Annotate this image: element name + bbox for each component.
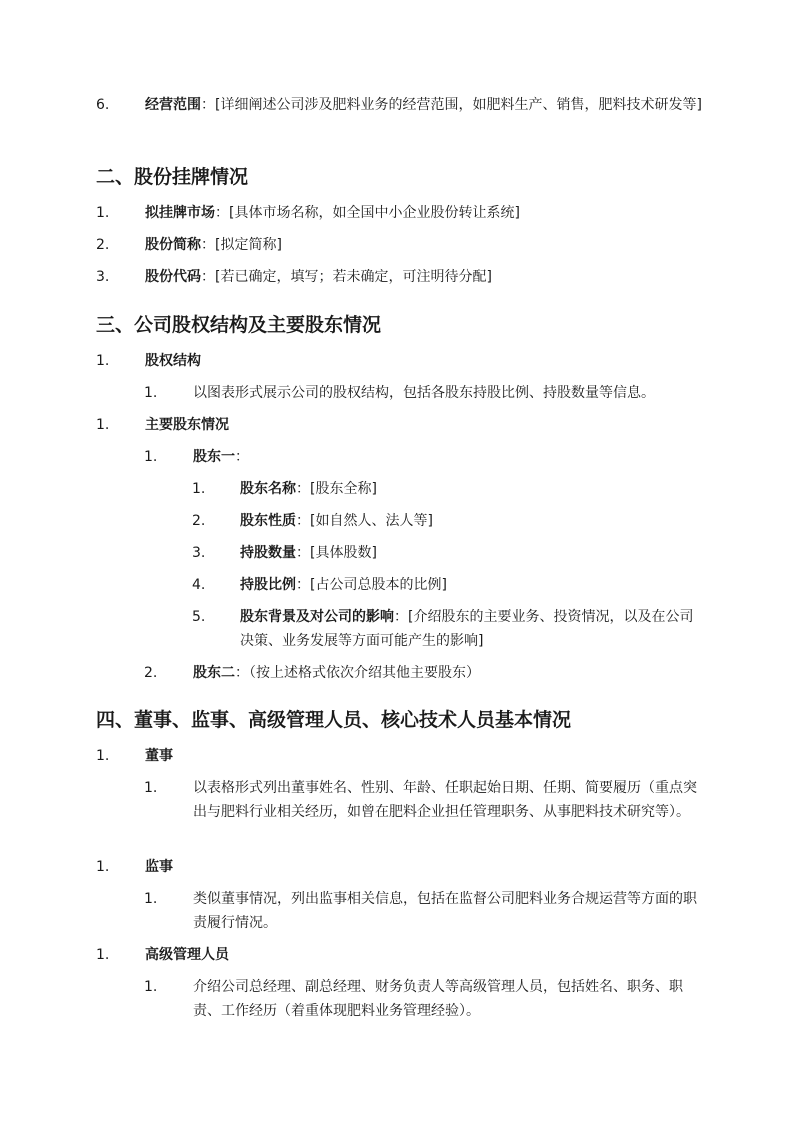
item-label: 主要股东情况 — [145, 417, 229, 433]
item-text: ：[拟定简称] — [201, 237, 282, 253]
list-number: 2. — [192, 513, 206, 529]
item-text: ：[具体市场名称，如全国中小企业股份转让系统] — [215, 205, 520, 221]
list-number: 1. — [96, 859, 110, 875]
item-text: ：（按上述格式依次介绍其他主要股东） — [235, 665, 480, 681]
list-number: 3. — [192, 545, 206, 561]
item-label: 股东二 — [193, 665, 235, 681]
item-label: 高级管理人员 — [145, 947, 229, 963]
list-number: 1. — [144, 385, 158, 401]
item-text: ：[若已确定，填写；若未确定，可注明待分配] — [201, 269, 492, 285]
item-text: 以图表形式展示公司的股权结构，包括各股东持股比例、持股数量等信息。 — [193, 385, 655, 401]
item-text: 以表格形式列出董事姓名、性别、年龄、任职起始日期、任期、简要履历（重点突出与肥料行业相关经历，如曾在肥料企业担任管理职务、从事肥料技术研究等）。 — [193, 780, 697, 820]
list-number: 4. — [192, 577, 206, 593]
item-text: ：[占公司总股本的比例] — [296, 577, 447, 593]
item-label: 股东一 — [193, 449, 235, 465]
item-text: ：[介绍股东的主要业务、投资情况，以及在公司决策、业务发展等方面可能产生的影响] — [240, 609, 694, 649]
item-text: ：[具体股数] — [296, 545, 377, 561]
list-number: 1. — [96, 205, 110, 221]
list-number: 1. — [96, 353, 110, 369]
list-number: 1. — [144, 891, 158, 907]
list-number: 3. — [96, 269, 110, 285]
list-number: 1. — [96, 748, 110, 764]
item-text: ：[详细阐述公司涉及肥料业务的经营范围，如肥料生产、销售，肥料技术研发等] — [201, 97, 702, 113]
item-label: 股东性质 — [240, 513, 296, 529]
list-number: 1. — [96, 417, 110, 433]
list-number: 6. — [96, 97, 110, 113]
item-label: 持股比例 — [240, 577, 296, 593]
section-heading-personnel: 四、董事、监事、高级管理人员、核心技术人员基本情况 — [96, 709, 572, 731]
item-label: 股东背景及对公司的影响 — [240, 609, 394, 625]
section-heading-equity: 三、公司股权结构及主要股东情况 — [96, 314, 382, 336]
item-text: ： — [235, 449, 249, 465]
list-number: 1. — [144, 979, 158, 995]
list-number: 5. — [192, 609, 206, 625]
item-text: 介绍公司总经理、副总经理、财务负责人等高级管理人员，包括姓名、职务、职责、工作经历（着重体现肥料业务管理经验）。 — [193, 979, 683, 1019]
item-label: 股份代码 — [145, 269, 201, 285]
list-number: 1. — [144, 780, 158, 796]
list-number: 2. — [144, 665, 158, 681]
item-label: 股权结构 — [145, 353, 201, 369]
item-label: 监事 — [145, 859, 173, 875]
list-number: 2. — [96, 237, 110, 253]
item-label: 经营范围 — [145, 97, 201, 113]
item-label: 拟挂牌市场 — [145, 205, 215, 221]
item-label: 股份简称 — [145, 237, 201, 253]
list-number: 1. — [96, 947, 110, 963]
item-label: 股东名称 — [240, 481, 296, 497]
item-text: ：[股东全称] — [296, 481, 377, 497]
item-text: 类似董事情况，列出监事相关信息，包括在监督公司肥料业务合规运营等方面的职责履行情况。 — [193, 891, 697, 931]
list-number: 1. — [192, 481, 206, 497]
list-number: 1. — [144, 449, 158, 465]
item-label: 持股数量 — [240, 545, 296, 561]
item-label: 董事 — [145, 748, 173, 764]
item-text: ：[如自然人、法人等] — [296, 513, 433, 529]
section-heading-listing: 二、股份挂牌情况 — [96, 166, 249, 188]
